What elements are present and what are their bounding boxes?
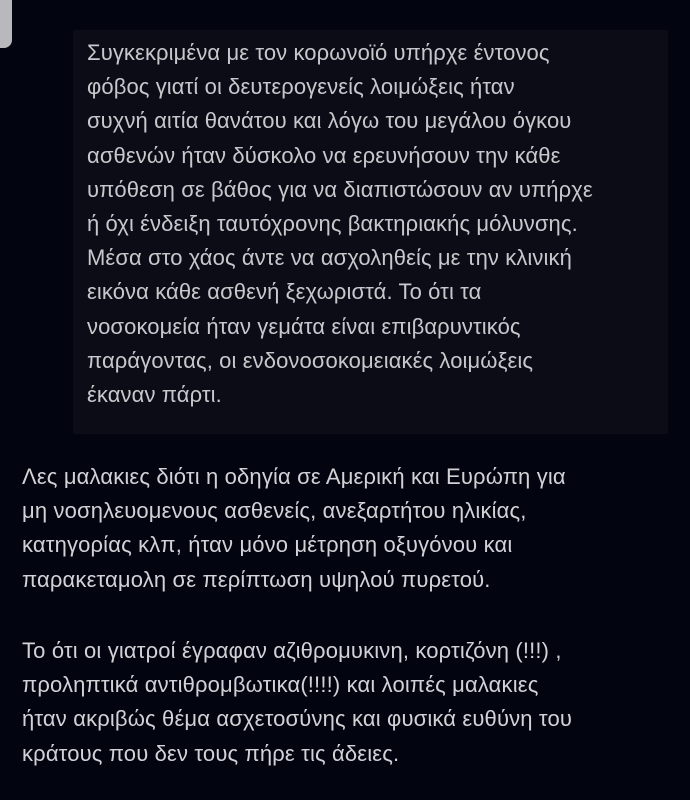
quote-line: ή όχι ένδειξη ταυτόχρονης βακτηριακής μόλυνσης.: [87, 211, 578, 237]
quote-line: υπόθεση σε βάθος για να διαπιστώσουν αν υπήρχε: [87, 176, 593, 202]
paragraph-line: Λες μαλακιες διότι η οδηγία σε Αμερική και Ευρώπη για: [22, 464, 566, 489]
paragraph-line: Το ότι οι γιατροί έγραφαν αζιθρομυκινη, κορτιζόνη (!!!) ,: [22, 638, 562, 663]
quote-line: εικόνα κάθε ασθενή ξεχωριστά. Το ότι τα: [87, 279, 482, 305]
scroll-edge-indicator: [0, 0, 12, 48]
quote-line: συχνή αιτία θανάτου και λόγω του μεγάλου όγκου: [87, 108, 572, 134]
paragraph-line: κράτους που δεν τους πήρε τις άδειες.: [22, 740, 400, 766]
quote-line: νοσοκομεία ήταν γεμάτα είναι επιβαρυντικός: [87, 313, 521, 339]
paragraph-line: ήταν ακριβώς θέμα ασχετοσύνης και φυσικά ευθύνη του: [22, 706, 573, 732]
quote-line: έκαναν πάρτι.: [87, 382, 222, 408]
paragraph-line: προληπτικά αντιθρομβωτικα(!!!!) και λοιπές μαλακιες: [22, 672, 539, 698]
quote-line: Μέσα στο χάος άντε να ασχοληθείς με την κλινική: [87, 245, 572, 271]
quoted-text-block: [73, 30, 668, 434]
quote-line: φόβος γιατί οι δευτερογενείς λοιμώξεις ήταν: [87, 74, 515, 100]
paragraph-line: μη νοσηλευομενους ασθενείς, ανεξαρτήτου ηλικίας,: [22, 498, 527, 524]
quote-line: ασθενών ήταν δύσκολο να ερευνήσουν την κάθε: [87, 142, 561, 168]
quote-line: Συγκεκριμένα με τον κορωνοϊό υπήρχε έντονος: [87, 40, 550, 65]
comment-paragraph: [22, 634, 682, 771]
paragraph-line: παρακεταμολη σε περίπτωση υψηλού πυρετού.: [22, 566, 491, 592]
quote-line: παράγοντας, οι ενδονοσοκομειακές λοιμώξεις: [87, 347, 534, 373]
paragraph-line: κατηγορίας κλπ, ήταν μόνο μέτρηση οξυγόνου και: [22, 532, 513, 558]
comment-paragraph: [22, 460, 682, 597]
